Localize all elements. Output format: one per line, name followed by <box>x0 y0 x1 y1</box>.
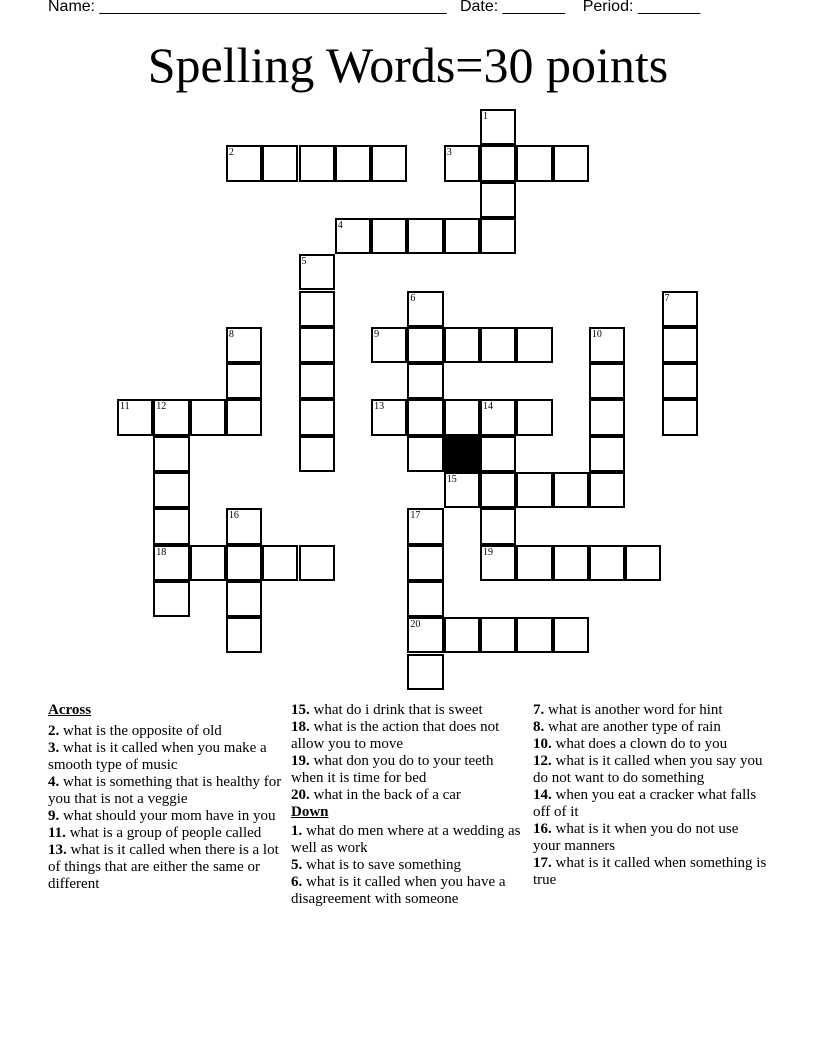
crossword-cell[interactable] <box>407 436 443 472</box>
period-field[interactable]: Period: _______ <box>582 0 701 15</box>
clue-text: what is a group of people called <box>69 825 262 841</box>
down-clue <box>533 855 768 889</box>
crossword-cell[interactable] <box>153 581 189 617</box>
clue-num: 9. <box>48 808 60 824</box>
clue-text: what is the opposite of old <box>63 723 222 739</box>
crossword-cell[interactable] <box>226 508 262 544</box>
crossword-cell[interactable] <box>480 508 516 544</box>
crossword-cell[interactable] <box>407 508 443 544</box>
crossword-cell[interactable] <box>407 581 443 617</box>
crossword-cell[interactable] <box>226 363 262 399</box>
clue-text: what is it called when something is true <box>533 855 767 888</box>
down-clue <box>291 823 526 857</box>
clue-number: 14 <box>483 401 493 413</box>
crossword-cell[interactable] <box>299 291 335 327</box>
clue-num: 2. <box>48 723 60 739</box>
clue-number: 1 <box>483 111 488 122</box>
crossword-cell[interactable] <box>262 545 298 581</box>
across-clue <box>48 774 283 808</box>
clue-number: 15 <box>446 474 457 485</box>
crossword-cell[interactable] <box>589 472 625 508</box>
clue-number: 17 <box>410 510 421 522</box>
crossword-cell[interactable] <box>153 545 189 581</box>
across-clue <box>48 808 283 825</box>
crossword-cell[interactable] <box>407 291 443 327</box>
worksheet-header <box>48 0 700 16</box>
crossword-cell[interactable] <box>226 145 262 181</box>
clues-column-1 <box>48 702 283 893</box>
crossword-cell[interactable] <box>662 363 698 399</box>
crossword-cell[interactable] <box>299 399 335 435</box>
crossword-cell[interactable] <box>371 218 407 254</box>
clue-number: 3 <box>446 147 452 159</box>
crossword-cell[interactable] <box>190 399 226 435</box>
across-heading: Across <box>48 702 92 718</box>
clue-text: what do men where at a wedding as well as work <box>291 823 521 856</box>
crossword-cell[interactable] <box>299 145 335 181</box>
clue-num: 4. <box>48 774 60 790</box>
across-clue <box>291 753 526 787</box>
crossword-cell[interactable] <box>299 545 335 581</box>
crossword-cell[interactable] <box>480 327 516 363</box>
crossword-cell[interactable] <box>553 472 589 508</box>
clue-num: 20. <box>291 787 310 803</box>
crossword-cell[interactable] <box>444 399 480 435</box>
crossword-cell[interactable] <box>407 327 443 363</box>
clue-num: 16. <box>533 821 552 837</box>
clue-text: what is to save something <box>306 857 461 873</box>
clue-number: 18 <box>156 546 167 558</box>
crossword-cell[interactable] <box>153 508 189 544</box>
clues-column-3 <box>533 702 768 889</box>
across-clue <box>48 825 283 842</box>
crossword-cell[interactable] <box>444 218 480 254</box>
crossword-cell[interactable] <box>516 545 552 581</box>
crossword-cell[interactable] <box>371 399 407 435</box>
clues-column-2 <box>291 702 526 908</box>
crossword-cell[interactable] <box>625 545 661 581</box>
crossword-cell[interactable] <box>407 218 443 254</box>
across-clue <box>291 719 526 753</box>
clue-text: what is it called when you say you do not want to do something <box>533 753 763 786</box>
crossword-cell[interactable] <box>153 399 189 435</box>
clue-number: 13 <box>374 401 385 413</box>
crossword-cell[interactable] <box>480 145 516 181</box>
clue-number: 7 <box>664 292 670 304</box>
clue-num: 13. <box>48 842 67 858</box>
crossword-cell[interactable] <box>480 399 516 435</box>
crossword-cell[interactable] <box>480 472 516 508</box>
across-clue <box>48 740 283 774</box>
clue-num: 7. <box>533 702 545 718</box>
down-clue <box>533 736 768 753</box>
clue-num: 3. <box>48 740 60 756</box>
crossword-cell[interactable] <box>226 327 262 363</box>
clue-text: what is it when you do not use your manners <box>533 821 739 854</box>
crossword-cell[interactable] <box>662 291 698 327</box>
crossword-cell[interactable] <box>589 399 625 435</box>
crossword-cell[interactable] <box>407 654 443 690</box>
clue-num: 11. <box>48 825 66 841</box>
crossword-cell[interactable] <box>516 399 552 435</box>
crossword-cell[interactable] <box>299 327 335 363</box>
clue-number: 19 <box>483 546 493 558</box>
clue-number: 12 <box>156 401 167 413</box>
clue-text: what is it called when there is a lot of things that are either the same or different <box>48 842 279 892</box>
crossword-cell[interactable] <box>444 327 480 363</box>
clue-text: what are another type of rain <box>548 719 721 735</box>
crossword-cell[interactable] <box>371 327 407 363</box>
clue-num: 17. <box>533 855 552 871</box>
crossword-cell[interactable] <box>226 399 262 435</box>
clue-text: what in the back of a car <box>313 787 461 803</box>
crossword-cell[interactable] <box>589 436 625 472</box>
across-clue <box>48 842 283 893</box>
crossword-cell[interactable] <box>589 327 625 363</box>
clue-num: 1. <box>291 823 303 839</box>
clue-number: 11 <box>120 401 130 413</box>
crossword-cell[interactable] <box>299 254 335 290</box>
crossword-cell[interactable] <box>153 472 189 508</box>
crossword-cell[interactable] <box>662 327 698 363</box>
clue-num: 10. <box>533 736 552 752</box>
clue-num: 8. <box>533 719 545 735</box>
clue-num: 18. <box>291 719 310 735</box>
clue-number: 8 <box>228 328 234 340</box>
across-clue <box>48 723 283 740</box>
crossword-cell[interactable] <box>480 109 516 145</box>
across-clue <box>291 702 526 719</box>
crossword-cell[interactable] <box>226 581 262 617</box>
across-clue <box>291 787 526 804</box>
crossword-cell[interactable] <box>444 472 480 508</box>
clue-text: what is it called when you have a disagreement with someone <box>291 874 506 907</box>
crossword-cell[interactable] <box>480 182 516 218</box>
clue-number: 6 <box>410 292 416 304</box>
crossword-cell[interactable] <box>516 472 552 508</box>
clue-text: what does a clown do to you <box>555 736 728 752</box>
crossword-cell[interactable] <box>407 617 443 653</box>
clue-num: 19. <box>291 753 310 769</box>
crossword-cell[interactable] <box>553 145 589 181</box>
crossword-cell[interactable] <box>589 363 625 399</box>
crossword-cell[interactable] <box>226 545 262 581</box>
clue-number: 9 <box>374 328 380 340</box>
clue-number: 5 <box>301 256 307 268</box>
crossword-cell[interactable] <box>444 145 480 181</box>
black-cell <box>444 436 480 472</box>
down-clue <box>291 857 526 874</box>
crossword-cell[interactable] <box>407 545 443 581</box>
clue-text: what is it called when you make a smooth type of music <box>48 740 267 773</box>
crossword-cell[interactable] <box>299 363 335 399</box>
crossword-cell[interactable] <box>407 399 443 435</box>
clue-number: 2 <box>228 147 234 159</box>
crossword-cell[interactable] <box>190 545 226 581</box>
clue-num: 12. <box>533 753 552 769</box>
down-clue <box>533 787 768 821</box>
down-clue <box>533 702 768 719</box>
clue-text: what do i drink that is sweet <box>313 702 483 718</box>
crossword-cell[interactable] <box>480 617 516 653</box>
crossword-cell[interactable] <box>589 545 625 581</box>
date-field[interactable]: Date: _______ <box>459 0 565 15</box>
down-clue <box>533 719 768 736</box>
clue-number: 16 <box>228 510 239 522</box>
crossword-cell[interactable] <box>262 145 298 181</box>
crossword-cell[interactable] <box>480 218 516 254</box>
down-clue <box>533 753 768 787</box>
crossword-cell[interactable] <box>480 545 516 581</box>
page-title: Spelling Words=30 points <box>147 37 669 93</box>
crossword-cell[interactable] <box>153 436 189 472</box>
crossword-cell[interactable] <box>516 617 552 653</box>
name-field[interactable]: Name: _______________________________________ <box>48 0 447 15</box>
clue-num: 6. <box>291 874 303 890</box>
crossword-cell[interactable] <box>371 145 407 181</box>
down-clue <box>533 821 768 855</box>
clue-text: when you eat a cracker what falls off of it <box>533 787 757 820</box>
clue-number: 20 <box>410 619 421 631</box>
clue-num: 15. <box>291 702 310 718</box>
clue-text: what don you do to your teeth when it is time for bed <box>291 753 494 786</box>
crossword-cell[interactable] <box>407 363 443 399</box>
crossword-cell[interactable] <box>516 327 552 363</box>
crossword-cell[interactable] <box>444 617 480 653</box>
clue-text: what is something that is healthy for you that is not a veggie <box>48 774 282 807</box>
clue-num: 5. <box>291 857 303 873</box>
crossword-cell[interactable] <box>299 436 335 472</box>
crossword-cell[interactable] <box>226 617 262 653</box>
down-clue <box>291 874 526 908</box>
crossword-cell[interactable] <box>335 145 371 181</box>
crossword-cell[interactable] <box>335 218 371 254</box>
crossword-cell[interactable] <box>516 145 552 181</box>
clue-number: 4 <box>337 219 343 231</box>
clue-text: what is another word for hint <box>548 702 723 718</box>
clue-text: what should your mom have in you <box>63 808 276 824</box>
clue-number: 10 <box>591 328 602 340</box>
clue-num: 14. <box>533 787 552 803</box>
clue-text: what is the action that does not allow you to move <box>291 719 500 752</box>
down-heading: Down <box>291 804 329 820</box>
crossword-cell[interactable] <box>553 617 589 653</box>
crossword-cell[interactable] <box>480 436 516 472</box>
crossword-cell[interactable] <box>553 545 589 581</box>
crossword-cell[interactable] <box>117 399 153 435</box>
crossword-cell[interactable] <box>662 399 698 435</box>
